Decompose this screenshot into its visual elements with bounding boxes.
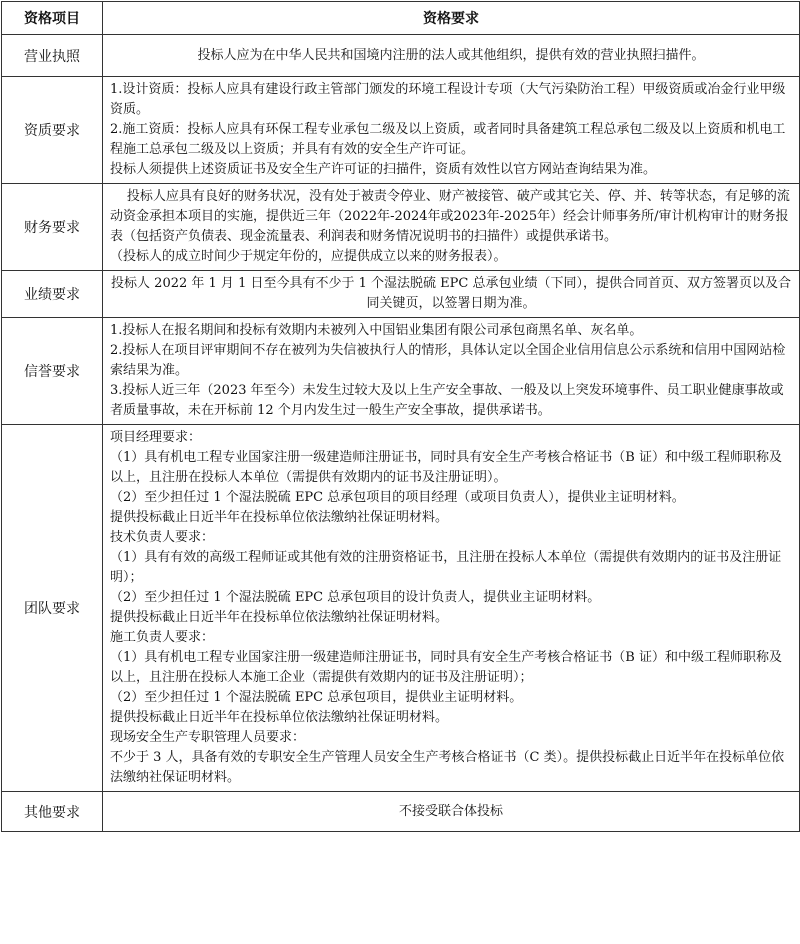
requirement-line: 2.投标人在项目评审期间不存在被列为失信被执行人的情形，具体认定以全国企业信用信息公示系统和信用中国网站检索结果为准。 <box>110 343 786 378</box>
requirement-line: （投标人的成立时间少于规定年份的，应提供成立以来的财务报表）。 <box>110 249 507 264</box>
requirement-line: 投标人须提供上述资质证书及安全生产许可证的扫描件，资质有效性以官方网站查询结果为准。 <box>110 162 657 177</box>
requirement-line: （1）具有机电工程专业国家注册一级建造师注册证书，同时具有安全生产考核合格证书（B 证）和中级工程师职称及以上，且注册在投标人本施工企业（需提供有效期内的证书及注册证明）； <box>110 650 782 685</box>
requirement-line: 3.投标人近三年（2023 年至今）未发生过较大及以上生产安全事故、一般及以上突发环境事件、员工职业健康事故或者质量事故，未在开标前 12 个月内发生过一般生产安全事故，提供承诺书。 <box>110 383 784 418</box>
requirement-line: 提供投标截止日近半年在投标单位依法缴纳社保证明材料。 <box>110 610 449 625</box>
requirement-line: 2.施工资质：投标人应具有环保工程专业承包二级及以上资质，或者同时具备建筑工程总承包二级及以上资质和机电工程施工总承包二级及以上资质；并具有有效的安全生产许可证。 <box>110 122 786 157</box>
requirement-line: 投标人 2022 年 1 月 1 日至今具有不少于 1 个湿法脱硫 EPC 总承包业绩（下同），提供合同首页、双方签署页以及合同关键页，以签署日期为准。 <box>111 276 791 311</box>
header-requirement: 资格要求 <box>103 2 800 35</box>
requirement-line: 不少于 3 人，具备有效的专职安全生产管理人员安全生产考核合格证书（C 类）。提供投标截止日近半年在投标单位依法缴纳社保证明材料。 <box>110 750 785 785</box>
row-content <box>103 318 800 425</box>
row-content <box>103 35 800 77</box>
requirement-line: 项目经理要求： <box>110 430 202 445</box>
table-header-row <box>2 2 800 35</box>
row-label: 业绩要求 <box>2 271 103 318</box>
row-label: 信誉要求 <box>2 318 103 425</box>
requirement-line: （1）具有有效的高级工程师证或其他有效的注册资格证书，且注册在投标人本单位（需提供有效期内的证书及注册证明）； <box>110 550 782 585</box>
requirement-line: （2）至少担任过 1 个湿法脱硫 EPC 总承包项目的项目经理（或项目负责人），提供业主证明材料。 <box>110 490 685 505</box>
requirement-line: 提供投标截止日近半年在投标单位依法缴纳社保证明材料。 <box>110 710 449 725</box>
requirement-line: 投标人应为在中华人民共和国境内注册的法人或其他组织，提供有效的营业执照扫描件。 <box>197 47 705 63</box>
table-row-other <box>2 792 800 832</box>
table-row-reputation <box>2 318 800 425</box>
row-content <box>103 184 800 271</box>
requirement-line: 1.投标人在报名期间和投标有效期内未被列入中国铝业集团有限公司承包商黑名单、灰名单。 <box>110 323 643 338</box>
requirement-line: （1）具有机电工程专业国家注册一级建造师注册证书，同时具有安全生产考核合格证书（B 证）和中级工程师职称及以上，且注册在投标人本单位（需提供有效期内的证书及注册证明）。 <box>110 450 782 485</box>
requirement-line: 现场安全生产专职管理人员要求： <box>110 730 306 745</box>
requirement-line: 施工负责人要求： <box>110 630 215 645</box>
row-label: 团队要求 <box>2 425 103 792</box>
requirement-line: 不接受联合体投标 <box>398 803 503 819</box>
row-content <box>103 792 800 832</box>
row-content <box>103 425 800 792</box>
table-row-performance <box>2 271 800 318</box>
requirement-line: 提供投标截止日近半年在投标单位依法缴纳社保证明材料。 <box>110 510 449 525</box>
row-content <box>103 271 800 318</box>
row-label: 其他要求 <box>2 792 103 832</box>
row-label: 财务要求 <box>2 184 103 271</box>
table-row-financial <box>2 184 800 271</box>
requirement-line: 1.设计资质：投标人应具有建设行政主管部门颁发的环境工程设计专项（大气污染防治工程）甲级资质或冶金行业甲级资质。 <box>110 82 786 117</box>
row-label: 资质要求 <box>2 77 103 184</box>
row-label: 营业执照 <box>2 35 103 77</box>
requirement-line: （2）至少担任过 1 个湿法脱硫 EPC 总承包项目的设计负责人，提供业主证明材料。 <box>110 590 601 605</box>
requirement-line: 技术负责人要求： <box>110 530 215 545</box>
table-row-team <box>2 425 800 792</box>
table-row-qualification <box>2 77 800 184</box>
requirement-line: （2）至少担任过 1 个湿法脱硫 EPC 总承包项目，提供业主证明材料。 <box>110 690 523 705</box>
row-content <box>103 77 800 184</box>
table-row-business-license <box>2 35 800 77</box>
requirement-line: 投标人应具有良好的财务状况，没有处于被责令停业、财产被接管、破产或其它关、停、并、转等状态，有足够的流动资金承担本项目的实施，提供近三年（2022年-2024年或2023年-2025年）经会计师事务所/审计机构审计的财务报表（包括资产负债表、现金流量表、利润表和财务情况说明书的扫描件）或提供承诺书。 <box>110 189 790 244</box>
qualification-table <box>1 1 800 832</box>
header-item: 资格项目 <box>2 2 103 35</box>
